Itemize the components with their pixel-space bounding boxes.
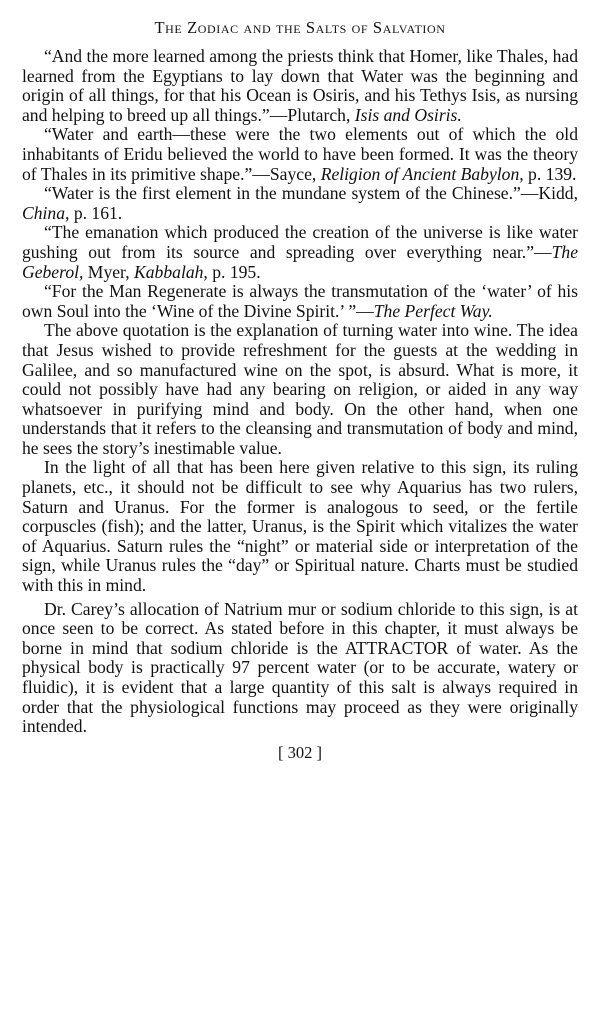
- paragraph-kidd-quote: [22, 184, 578, 223]
- italic-title: Isis and Osiris.: [354, 104, 462, 125]
- text-segment: In the light of all that has been here given relative to this sign, its ruling planets, etc., it should not be difficult to see why Aquarius has two rulers, Saturn and Uranus. For the former is analogous to seed, or the fertile corpuscles (fish); and the latter, Uranus, is the Spirit which vitalizes the water of Aquarius. Saturn rules the “night” or material side or interpretation of the sign, while Uranus rules the “day” or Spiritual nature. Charts must be studied with this in mind.: [22, 457, 578, 596]
- text-segment: “And the more learned among the priests think that Homer, like Thales, had learned from the Egyptians to lay down that Water was the beginning and origin of all things, for that his Ocean is Osiris, and his Tethys Isis, as nursing and helping to breed up all things.”—Plutarch,: [22, 46, 578, 125]
- italic-title: The Perfect Way.: [373, 300, 493, 321]
- italic-title: The Geberol,: [22, 241, 578, 282]
- italic-title: China,: [22, 202, 70, 223]
- text-segment: Myer,: [83, 261, 135, 282]
- italic-title: Religion of Ancient Babylon,: [320, 163, 524, 184]
- text-segment: “Water is the first element in the mundane system of the Chinese.”—Kidd,: [44, 183, 578, 204]
- text-segment: The above quotation is the explanation of turning water into wine. The idea that Jesus wished to provide refreshment for the guests at the wedding in Galilee, and so manufactured wine on the spot, is absurd. What is more, it could not possibly have had any bearing on religion, or aided in any way whatsoever in purifying mind and body. On the other hand, when one understands that it refers to the cleansing and transmutation of body and mind, he sees the story’s inestimable value.: [22, 320, 578, 458]
- text-segment: “For the Man Regenerate is always the transmutation of the ‘water’ of his own Soul into the ‘Wine of the Divine Spirit.’ ”—: [22, 281, 578, 321]
- paragraph-perfect-way-quote: [22, 282, 578, 321]
- text-segment: p. 195.: [207, 261, 261, 282]
- paragraph-geberol-quote: [22, 223, 578, 282]
- paragraph-plutarch-quote: [22, 47, 578, 125]
- paragraph-sayce-quote: [22, 125, 578, 184]
- paragraph-aquarius-rulers: [22, 458, 578, 595]
- text-segment: p. 161.: [69, 202, 123, 223]
- page-number: [ 302 ]: [278, 742, 322, 762]
- italic-title: Kabbalah,: [134, 261, 208, 282]
- text-segment: Dr. Carey’s allocation of Natrium mur or sodium chloride to this sign, is at once seen to be correct. As stated before in this chapter, it must always be borne in mind that sodium chloride is the ATTRACTOR of water. As the physical body is practically 97 percent water (or to be accurate, watery or fluidic), it is evident that a large quantity of this salt is always required in order that the physiological functions may proceed as they were originally intended.: [22, 598, 578, 737]
- body-text: [22, 47, 578, 737]
- text-segment: p. 139.: [523, 163, 577, 184]
- text-segment: “The emanation which produced the creation of the universe is like water gushing out from its source and spreading over everything near.”—: [22, 222, 578, 262]
- running-head: The Zodiac and the Salts of Salvation: [154, 18, 446, 37]
- text-segment: “Water and earth—these were the two elements out of which the old inhabitants of Eridu believed the world to have been formed. It was the theory of Thales in its primitive shape.”—Sayce,: [22, 124, 578, 184]
- book-page: [22, 18, 578, 763]
- paragraph-sodium-chloride: [22, 600, 578, 737]
- paragraph-water-into-wine: [22, 321, 578, 458]
